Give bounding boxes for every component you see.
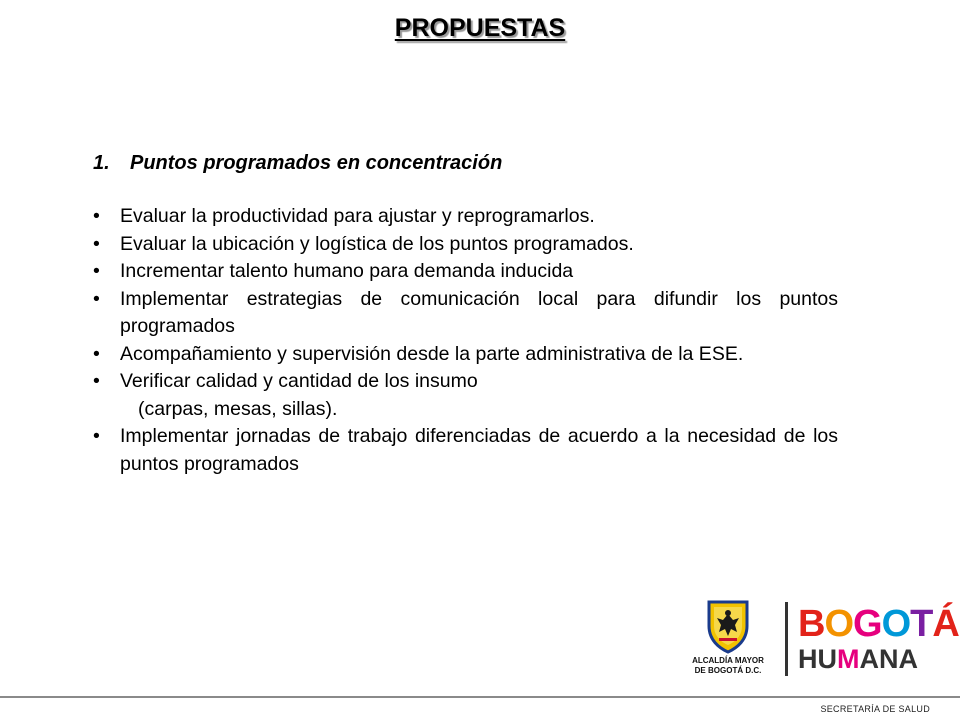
list-item-text: Evaluar la productividad para ajustar y reprogramarlos. <box>120 205 595 227</box>
logo-letter: M <box>837 644 860 674</box>
bullet-icon: • <box>93 260 100 282</box>
bullet-icon: • <box>93 287 100 310</box>
coat-of-arms-icon <box>705 600 751 654</box>
logo-letter: A <box>859 644 879 674</box>
list-item <box>93 423 838 478</box>
logo-letter: B <box>798 603 825 645</box>
logo-letter: A <box>898 644 918 674</box>
list-item-continuation: (carpas, mesas, sillas). <box>138 397 338 420</box>
list-item <box>93 203 838 231</box>
bogota-logo-text <box>798 604 959 644</box>
list-item-text: Verificar calidad y cantidad de los insumo <box>120 370 478 392</box>
list-item-text: Implementar jornadas de trabajo diferenciadas de acuerdo a la necesidad de los puntos programados <box>120 425 838 475</box>
humana-logo-text <box>798 644 918 674</box>
footer-label: SECRETARÍA DE SALUD <box>820 704 930 714</box>
list-item <box>93 341 838 369</box>
section-heading <box>93 152 838 175</box>
alcaldia-label <box>680 656 776 676</box>
logo-separator <box>785 602 788 676</box>
list-item-text: Evaluar la ubicación y logística de los puntos programados. <box>120 232 634 255</box>
bullet-icon: • <box>93 232 100 255</box>
logo-letter: N <box>879 644 899 674</box>
slide-content <box>93 152 838 478</box>
list-item <box>93 231 838 259</box>
logo-letter: Á <box>932 603 959 645</box>
logos <box>690 600 959 682</box>
bullet-icon: • <box>93 425 100 447</box>
slide-title <box>0 14 960 43</box>
logo-letter: T <box>910 603 933 645</box>
list-item <box>93 368 838 423</box>
bullet-icon: • <box>93 370 100 392</box>
list-item-text: Acompañamiento y supervisión desde la parte administrativa de la ESE. <box>120 342 744 365</box>
slide-title-text: PROPUESTAS <box>394 14 566 42</box>
list-item-text: Incrementar talento humano para demanda inducida <box>120 260 574 282</box>
footer-divider <box>0 696 960 698</box>
logo-letter: O <box>881 603 911 645</box>
alcaldia-line-2: DE BOGOTÁ D.C. <box>694 666 762 675</box>
bullet-icon: • <box>93 205 100 227</box>
section-number: 1. <box>93 152 110 174</box>
section-heading-text: Puntos programados en concentración <box>130 152 503 174</box>
logo-letter: H <box>798 644 818 674</box>
proposal-list <box>93 203 838 478</box>
alcaldia-line-1: ALCALDÍA MAYOR <box>692 656 764 665</box>
bullet-icon: • <box>93 342 100 365</box>
logo-letter: U <box>817 644 837 674</box>
list-item <box>93 258 838 286</box>
logo-letter: G <box>853 603 882 645</box>
list-item <box>93 286 838 341</box>
list-item-text: Implementar estrategias de comunicación local para difundir los puntos programados <box>120 287 838 337</box>
logo-letter: O <box>824 603 854 645</box>
